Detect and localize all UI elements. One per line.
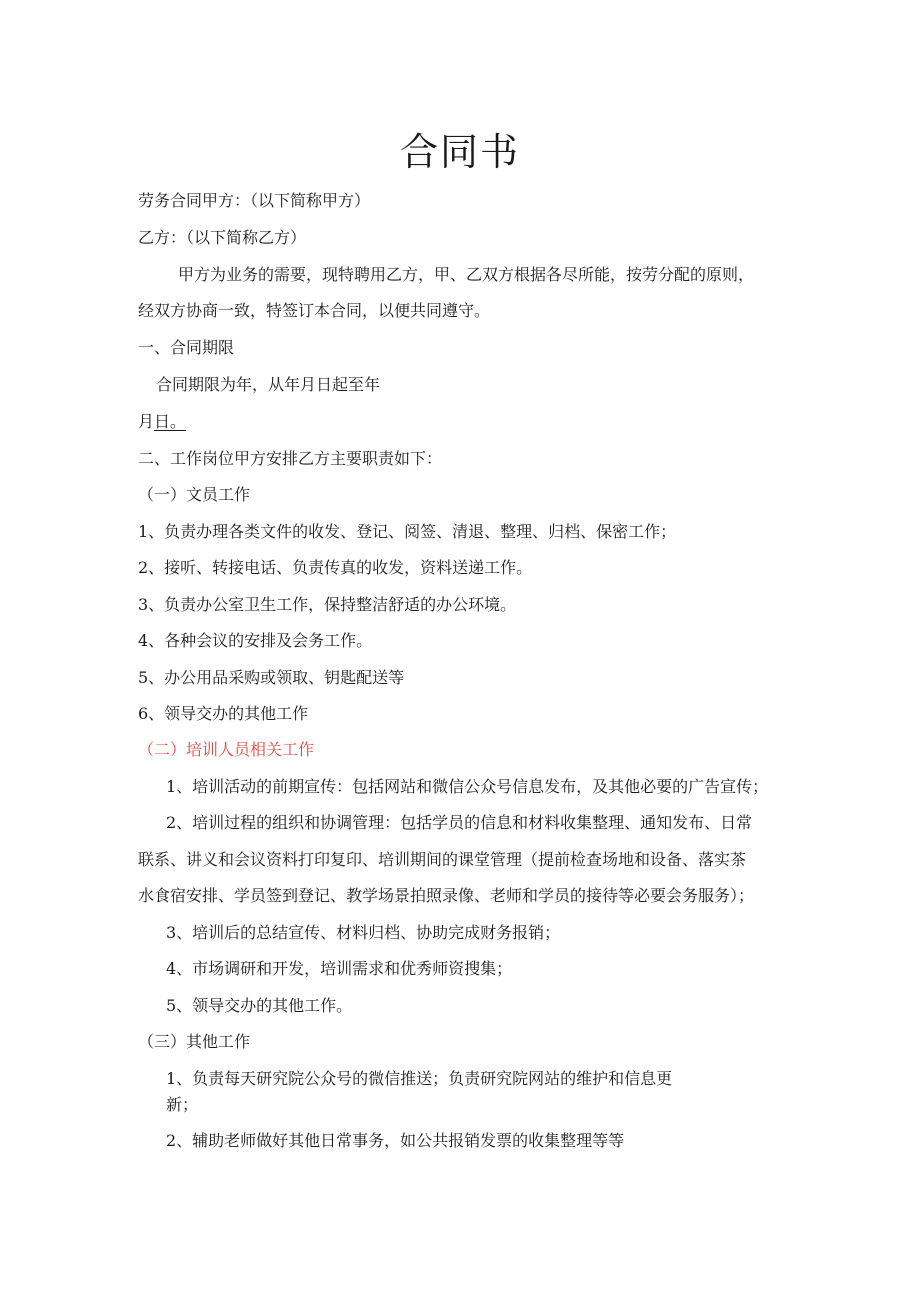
section-heading-duties: 二、工作岗位甲方安排乙方主要职责如下： — [138, 449, 443, 468]
other-item-1-line-2: 新； — [166, 1095, 199, 1114]
party-b-line: 乙方：（以下简称乙方） — [138, 228, 307, 247]
clerk-item-6: 6、领导交办的其他工作 — [138, 704, 309, 723]
training-item-2-line-3: 水食宿安排、学员签到登记、教学场景拍照录像、老师和学员的接待等必要会务服务）； — [138, 886, 755, 905]
document-title: 合同书 — [399, 130, 520, 174]
subsection-heading-clerk: （一）文员工作 — [138, 485, 251, 504]
intro-paragraph-line-2: 经双方协商一致，特签订本合同，以便共同遵守。 — [138, 301, 491, 320]
section-heading-term: 一、合同期限 — [138, 338, 235, 357]
term-line-2-prefix: 月 — [138, 412, 155, 431]
clerk-item-1: 1、负责办理各类文件的收发、登记、阅签、清退、整理、归档、保密工作； — [138, 522, 677, 541]
subsection-heading-other: （三）其他工作 — [138, 1032, 251, 1051]
training-item-4: 4、市场调研和开发，培训需求和优秀师资搜集； — [166, 959, 513, 978]
training-item-2-line-1: 2、培训过程的组织和协调管理：包括学员的信息和材料收集整理、通知发布、日常 — [166, 813, 753, 832]
clerk-item-2: 2、接听、转接电话、负责传真的收发，资料送递工作。 — [138, 558, 533, 577]
term-line-1: 合同期限为年，从年月日起至年 — [156, 375, 381, 394]
term-line-2-underlined: 日。 — [154, 412, 187, 431]
subsection-heading-training: （二）培训人员相关工作 — [138, 740, 315, 759]
training-item-1: 1、培训活动的前期宣传：包括网站和微信公众号信息发布，及其他必要的广告宣传； — [166, 777, 769, 796]
term-line-2 — [138, 411, 186, 433]
other-item-1-line-1: 1、负责每天研究院公众号的微信推送；负责研究院网站的维护和信息更 — [166, 1069, 673, 1088]
clerk-item-4: 4、各种会议的安排及会务工作。 — [138, 631, 373, 650]
clerk-item-3: 3、负责办公室卫生工作，保持整洁舒适的办公环境。 — [138, 595, 517, 614]
party-a-line: 劳务合同甲方：（以下简称甲方） — [138, 191, 371, 210]
other-item-2: 2、辅助老师做好其他日常事务，如公共报销发票的收集整理等等 — [166, 1131, 625, 1150]
training-item-5: 5、领导交办的其他工作。 — [166, 996, 353, 1015]
training-item-3: 3、培训后的总结宣传、材料归档、协助完成财务报销； — [166, 923, 561, 942]
intro-paragraph-line-1: 甲方为业务的需要，现特聘用乙方，甲、乙双方根据各尽所能，按劳分配的原则， — [178, 265, 755, 284]
training-item-2-line-2: 联系、讲义和会议资料打印复印、培训期间的课堂管理（提前检查场地和设备、落实茶 — [138, 850, 747, 869]
clerk-item-5: 5、办公用品采购或领取、钥匙配送等 — [138, 668, 405, 687]
